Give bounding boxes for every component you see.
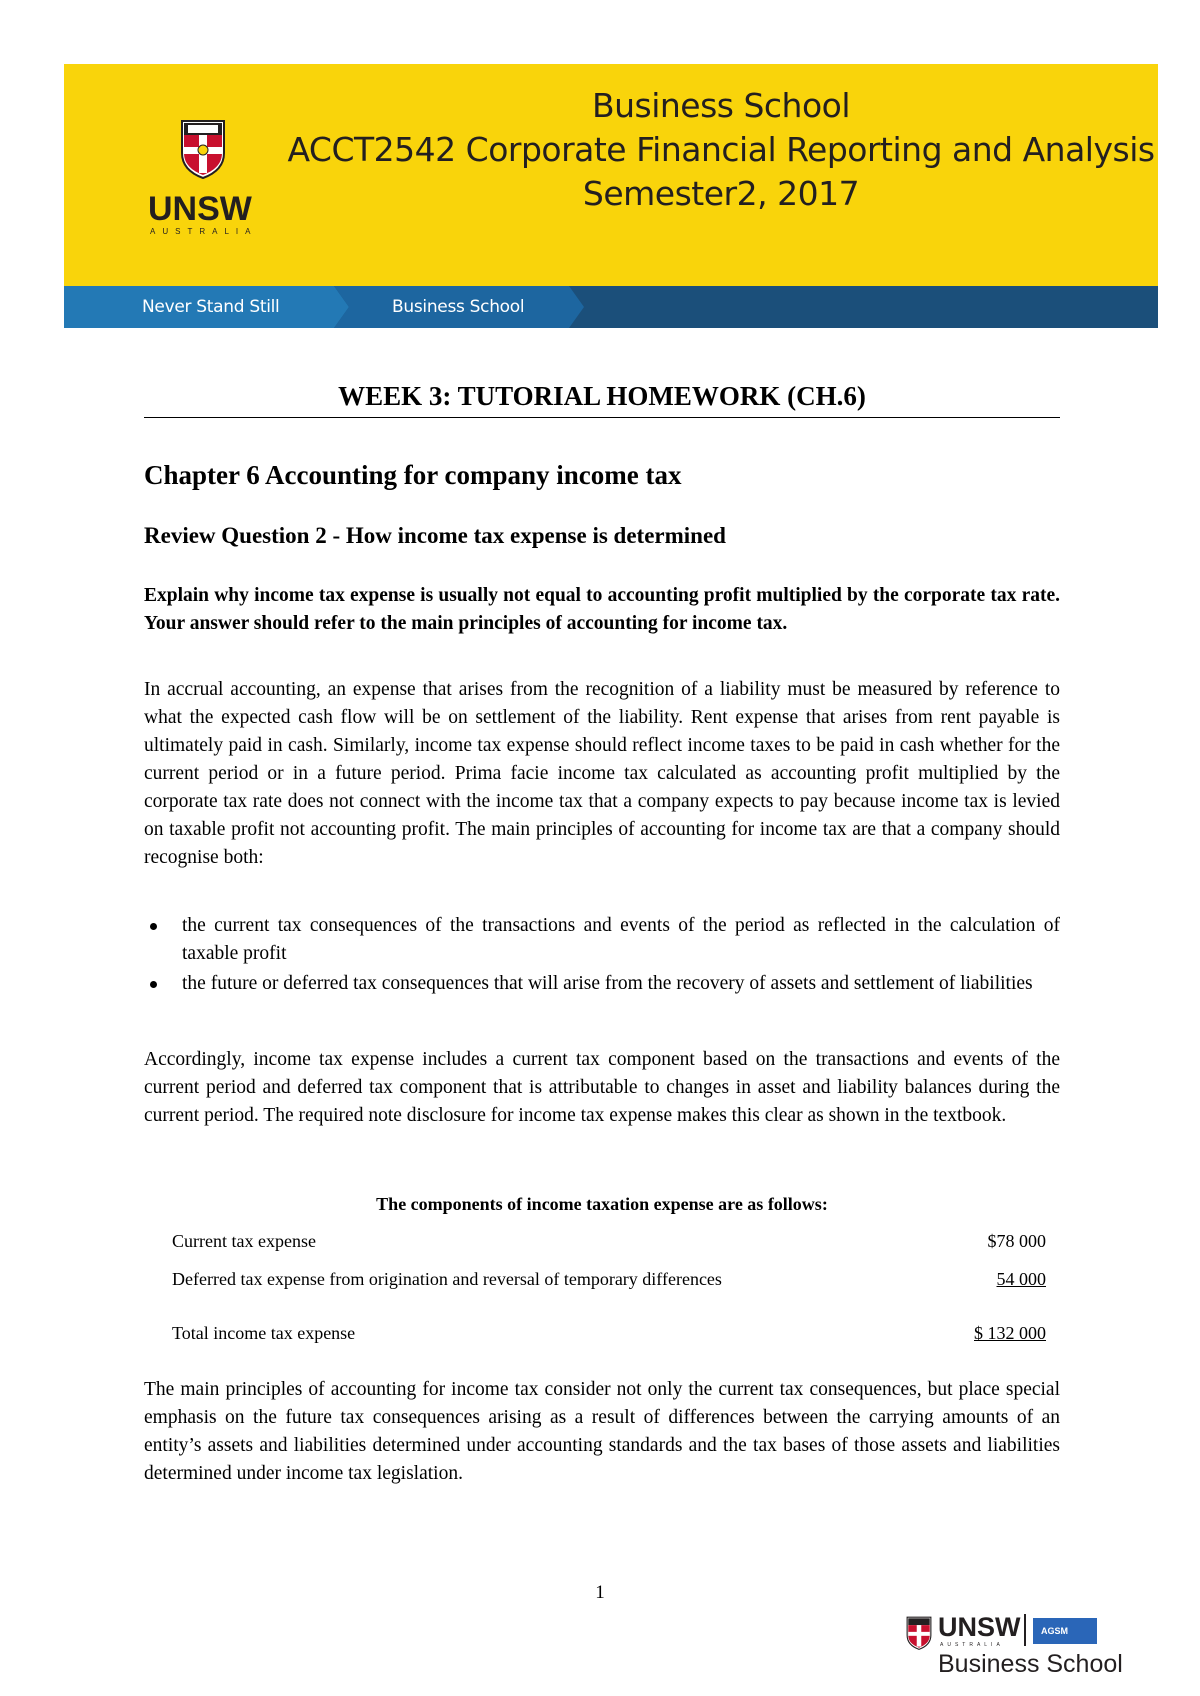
banner-title-semester: Semester2, 2017 (582, 174, 860, 213)
tax-row-amount: 54 000 (996, 1269, 1046, 1289)
unsw-crest-icon (180, 119, 226, 179)
list-item (144, 912, 1060, 968)
review-question-title: Review Question 2 - How income tax expense is determined (144, 523, 726, 548)
banner-title-course: ACCT2542 Corporate Financial Reporting and Analysis (287, 130, 1155, 169)
agsm-badge: AGSM (1033, 1618, 1097, 1644)
banner-nav-strip (64, 286, 1158, 328)
answer-paragraph-3: The main principles of accounting for income tax consider not only the current tax consequences, but place special emphasis on the future tax consequences arising as a result of differences between the carrying amounts of an entity’s assets and liabilities determined under accounting standards and the tax bases of those assets and liabilities determined under income tax legislation. (144, 1379, 1060, 1484)
list-item (144, 970, 1060, 998)
bullet-icon (150, 923, 157, 930)
question-text: Explain why income tax expense is usually not equal to accounting profit multiplied by the corporate tax rate. Your answer should refer to the main principles of accounting for income tax. (144, 585, 1060, 634)
bullet-text: the current tax consequences of the transactions and events of the period as reflected in the calculation of taxable profit (182, 915, 1060, 964)
tax-row-label: Total income tax expense (172, 1323, 356, 1343)
footer-school-text: Business School (938, 1650, 1123, 1678)
tax-row-label: Deferred tax expense from origination and reversal of temporary differences (172, 1269, 722, 1289)
header-banner (64, 64, 1158, 328)
bullet-text: the future or deferred tax consequences that will arise from the recovery of assets and settlement of liabilities (182, 973, 1033, 994)
tax-row-amount: $78 000 (987, 1231, 1046, 1251)
nav-label-never-stand-still: Never Stand Still (142, 297, 280, 317)
unsw-logo-text: UNSW (148, 190, 252, 228)
week-title: WEEK 3: TUTORIAL HOMEWORK (CH.6) (338, 381, 866, 411)
tax-row-label: Current tax expense (172, 1231, 316, 1251)
principles-bullet-list (144, 912, 1060, 1000)
bullet-icon (150, 981, 157, 988)
footer-unsw-text: UNSW (938, 1612, 1021, 1642)
chapter-title: Chapter 6 Accounting for company income tax (144, 460, 682, 490)
answer-paragraph-2: Accordingly, income tax expense includes a current tax component based on the transactions and events of the current period and deferred tax component that is attributable to changes in asset and liability balances during the current period. The required note disclosure for income tax expense makes this clear as shown in the textbook. (144, 1049, 1060, 1126)
footer-logo (906, 1612, 1166, 1682)
tax-table-heading: The components of income taxation expense are as follows: (376, 1194, 828, 1214)
footer-logo-divider (1024, 1614, 1026, 1646)
unsw-crest-icon (906, 1616, 932, 1650)
banner-title-school: Business School (591, 86, 851, 125)
footer-unsw-subtext: AUSTRALIA (940, 1642, 1004, 1648)
tax-row-amount: $ 132 000 (974, 1323, 1046, 1343)
title-divider (144, 417, 1060, 418)
answer-paragraph-1: In accrual accounting, an expense that arises from the recognition of a liability must be measured by reference to what the expected cash flow will be on settlement of the liability. Rent expense that arises from rent payable is ultimately paid in cash. Similarly, income tax expense should reflect income taxes to be paid in cash whether for the current period or in a future period. Prima facie income tax calculated as accounting profit multiplied by the corporate tax rate does not connect with the income tax that a company expects to pay because income tax is levied on taxable profit not accounting profit. The main principles of accounting for income tax are that a company should recognise both: (144, 679, 1060, 868)
banner-title (284, 84, 1158, 216)
nav-label-business-school: Business School (392, 297, 525, 317)
unsw-logo-subtext: AUSTRALIA (150, 227, 258, 236)
page-number: 1 (595, 1582, 605, 1603)
